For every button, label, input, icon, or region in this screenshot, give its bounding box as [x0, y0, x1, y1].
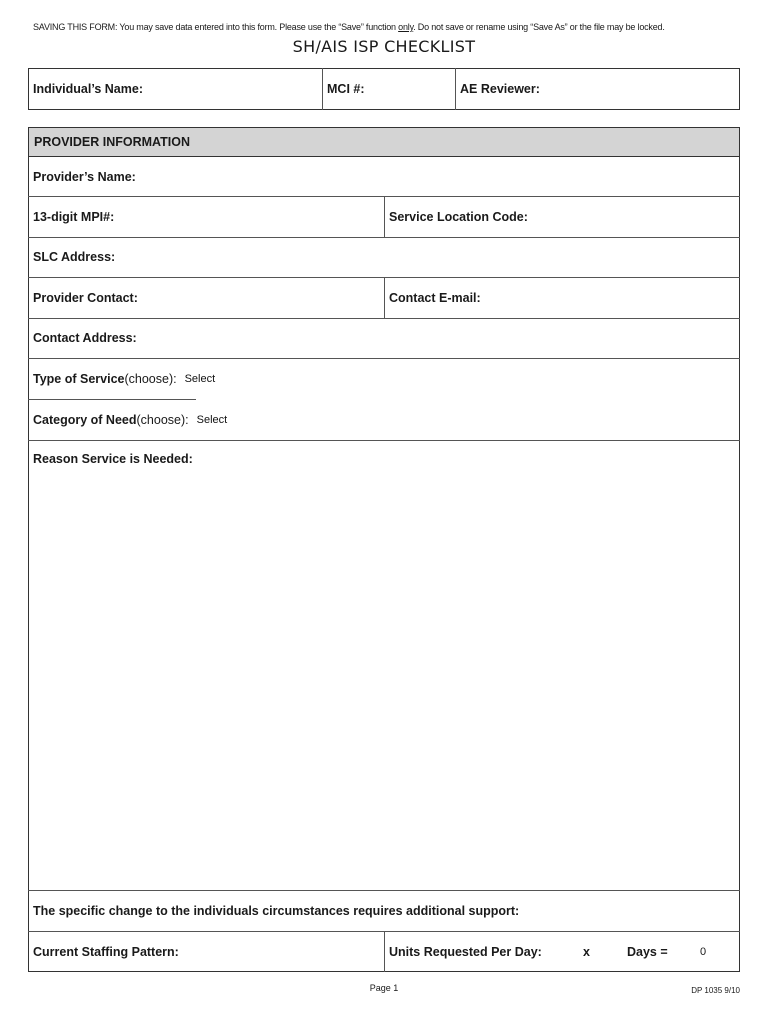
contact-address-field[interactable]: Contact Address: — [33, 331, 137, 345]
mpi-field[interactable]: 13-digit MPI#: — [33, 209, 115, 224]
form-title: SH/AIS ISP CHECKLIST — [292, 37, 476, 56]
type-of-service-select[interactable]: Select — [184, 372, 216, 385]
slc-address-field[interactable]: SLC Address: — [33, 250, 116, 264]
days-label[interactable]: Days = — [627, 944, 668, 959]
provider-section-header — [28, 127, 740, 157]
total-value: 0 — [700, 945, 707, 958]
ae-reviewer-field[interactable]: AE Reviewer: — [460, 82, 540, 96]
times-symbol: x — [583, 944, 590, 959]
page-number: Page 1 — [369, 983, 399, 993]
units-per-day-field[interactable]: Units Requested Per Day: — [389, 944, 542, 959]
type-of-service-row — [28, 358, 740, 399]
save-notice-prefix: SAVING THIS FORM: You may save data entered into this form. Please use the “Save” function — [33, 22, 399, 32]
provider-contact-field[interactable]: Provider Contact: — [33, 290, 138, 305]
category-of-need-label: Category of Need — [33, 412, 137, 427]
reason-needed-field[interactable]: Reason Service is Needed: — [33, 452, 193, 466]
provider-name-field[interactable]: Provider’s Name: — [33, 169, 136, 184]
category-of-need-hint: (choose): — [136, 412, 189, 427]
service-location-code-field[interactable]: Service Location Code: — [389, 209, 528, 224]
divider — [28, 440, 740, 441]
save-notice-suffix: . Do not save or rename using “Save As” or the file may be locked. — [413, 22, 665, 32]
provider-section-title: PROVIDER INFORMATION — [34, 135, 191, 149]
type-of-service-hint: (choose): — [124, 371, 177, 386]
mci-field[interactable]: MCI #: — [327, 82, 365, 96]
specific-change-field[interactable]: The specific change to the individuals circumstances requires additional support: — [33, 903, 520, 918]
individual-name-field[interactable]: Individual’s Name: — [33, 82, 143, 96]
save-notice — [33, 22, 753, 32]
save-notice-underlined: only — [398, 22, 414, 32]
type-of-service-label: Type of Service — [33, 371, 125, 386]
form-code: DP 1035 9/10 — [691, 986, 740, 995]
category-of-need-row — [28, 399, 740, 440]
reason-needed-textarea[interactable] — [28, 470, 740, 888]
contact-email-field[interactable]: Contact E-mail: — [389, 290, 481, 305]
staffing-pattern-field[interactable]: Current Staffing Pattern: — [33, 944, 179, 959]
category-of-need-select[interactable]: Select — [196, 413, 228, 426]
